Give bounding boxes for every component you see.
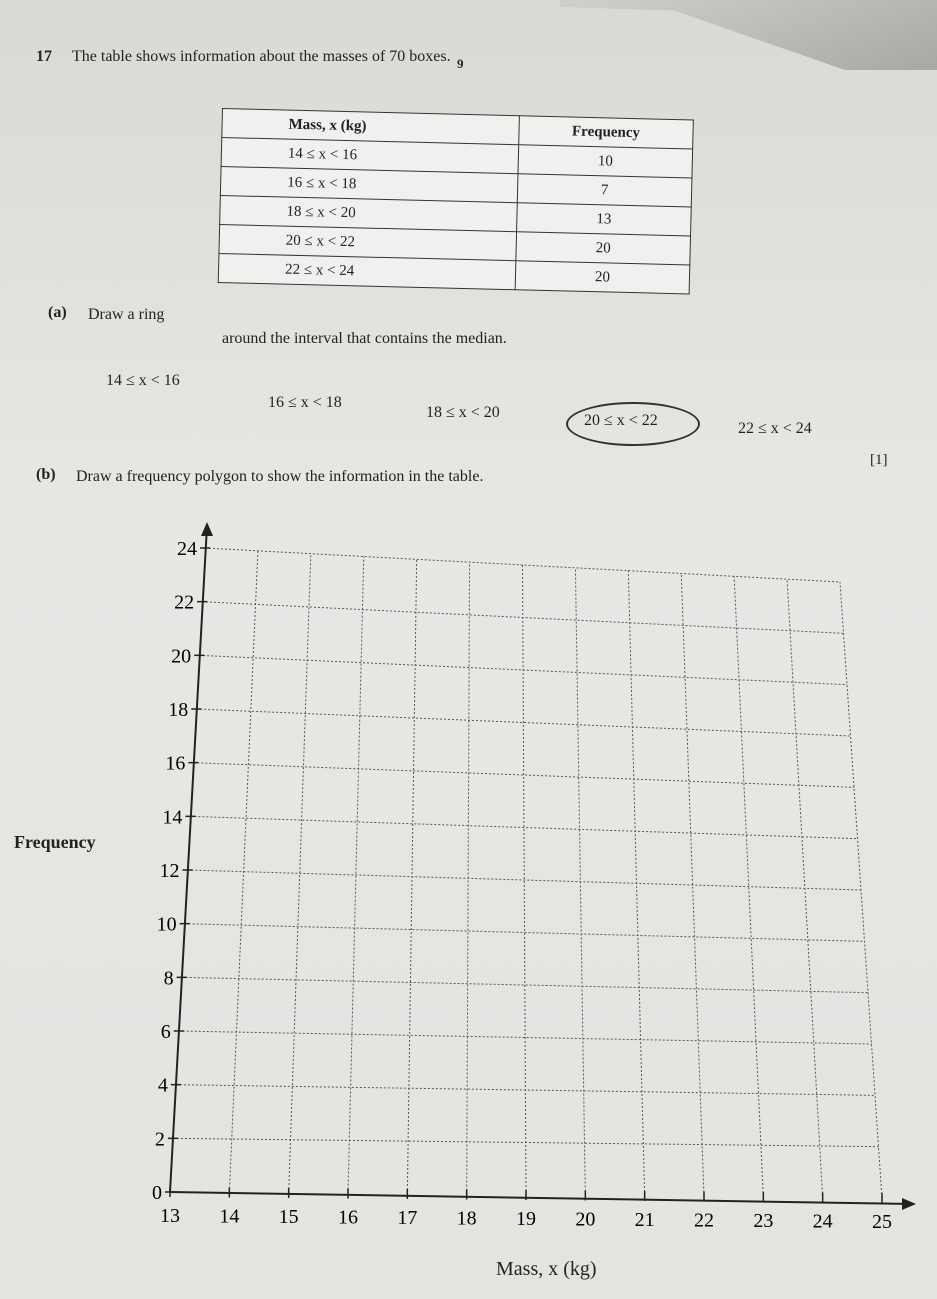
x-tick-label: 20 <box>575 1208 596 1231</box>
y-tick-label: 2 <box>154 1128 165 1151</box>
y-tick-label: 18 <box>168 699 189 721</box>
frequency-cell: 20 <box>515 261 690 294</box>
question-number: 17 <box>36 48 52 65</box>
frequency-cell: 7 <box>517 174 692 207</box>
option-4[interactable]: 20 ≤ x < 22 <box>584 412 658 429</box>
frequency-cell: 10 <box>518 145 693 178</box>
y-axis <box>170 526 207 1192</box>
mass-cell: 14 ≤ x < 16 <box>221 138 519 174</box>
mass-cell: 18 ≤ x < 20 <box>220 195 518 231</box>
y-axis-arrow-icon <box>201 522 213 536</box>
axes <box>170 522 916 1210</box>
y-tick-label: 14 <box>162 806 183 829</box>
part-a-visible-text-cont: around the interval that contains the median. <box>222 330 507 347</box>
y-tick-label: 0 <box>152 1182 162 1204</box>
mass-header: Mass, x (kg) <box>222 109 520 145</box>
frequency-cell: 13 <box>517 203 692 236</box>
question-text: The table shows information about the masses of 70 boxes. <box>72 48 451 65</box>
y-tick-label: 8 <box>163 967 174 990</box>
option-2[interactable]: 16 ≤ x < 18 <box>268 394 342 411</box>
y-tick-label: 4 <box>157 1074 168 1097</box>
x-tick-label: 13 <box>160 1205 180 1227</box>
mass-cell: 20 ≤ x < 22 <box>219 224 517 260</box>
part-a-visible-text: Draw a ring <box>88 306 165 323</box>
y-tick-label: 12 <box>159 860 180 882</box>
x-axis-label: Mass, x (kg) <box>496 1258 597 1280</box>
x-tick-label: 25 <box>872 1211 892 1233</box>
frequency-cell: 20 <box>516 232 691 265</box>
x-tick-label: 15 <box>278 1206 299 1228</box>
x-tick-label: 19 <box>516 1208 536 1230</box>
y-tick-label: 6 <box>160 1021 171 1043</box>
x-tick-label: 24 <box>812 1210 833 1233</box>
grid-lines <box>173 548 882 1198</box>
mass-cell: 16 ≤ x < 18 <box>220 166 518 202</box>
x-axis-arrow-icon <box>902 1198 916 1210</box>
option-5[interactable]: 22 ≤ x < 24 <box>738 420 812 437</box>
x-tick-label: 16 <box>338 1206 358 1229</box>
grid-horizontal-line <box>190 816 857 838</box>
x-tick-label: 14 <box>219 1205 240 1228</box>
y-tick-label: 16 <box>165 752 186 775</box>
part-b-text: Draw a frequency polygon to show the information in the table. <box>76 468 484 485</box>
part-a-label: (a) <box>48 304 67 321</box>
y-tick-label: 22 <box>174 591 195 614</box>
frequency-header: Frequency <box>519 116 694 149</box>
part-b-label: (b) <box>36 466 56 483</box>
grid-horizontal-line <box>205 548 840 582</box>
x-tick-label: 22 <box>694 1209 714 1232</box>
x-tick-label: 18 <box>456 1207 477 1230</box>
y-tick-label: 10 <box>156 913 177 936</box>
y-tick-label: 20 <box>171 645 192 668</box>
option-3[interactable]: 18 ≤ x < 20 <box>426 404 500 421</box>
marks-label: [1] <box>870 452 888 468</box>
y-tick-label: 24 <box>177 538 197 560</box>
option-1[interactable]: 14 ≤ x < 16 <box>106 372 180 389</box>
x-tick-label: 17 <box>397 1207 418 1229</box>
page-number: 9 <box>457 56 464 71</box>
x-axis <box>170 1192 912 1204</box>
mass-cell: 22 ≤ x < 24 <box>218 253 516 289</box>
grid-horizontal-line <box>199 655 847 684</box>
y-axis-label: Frequency <box>14 832 96 852</box>
x-tick-label: 21 <box>634 1209 655 1231</box>
x-tick-label: 23 <box>753 1210 774 1232</box>
